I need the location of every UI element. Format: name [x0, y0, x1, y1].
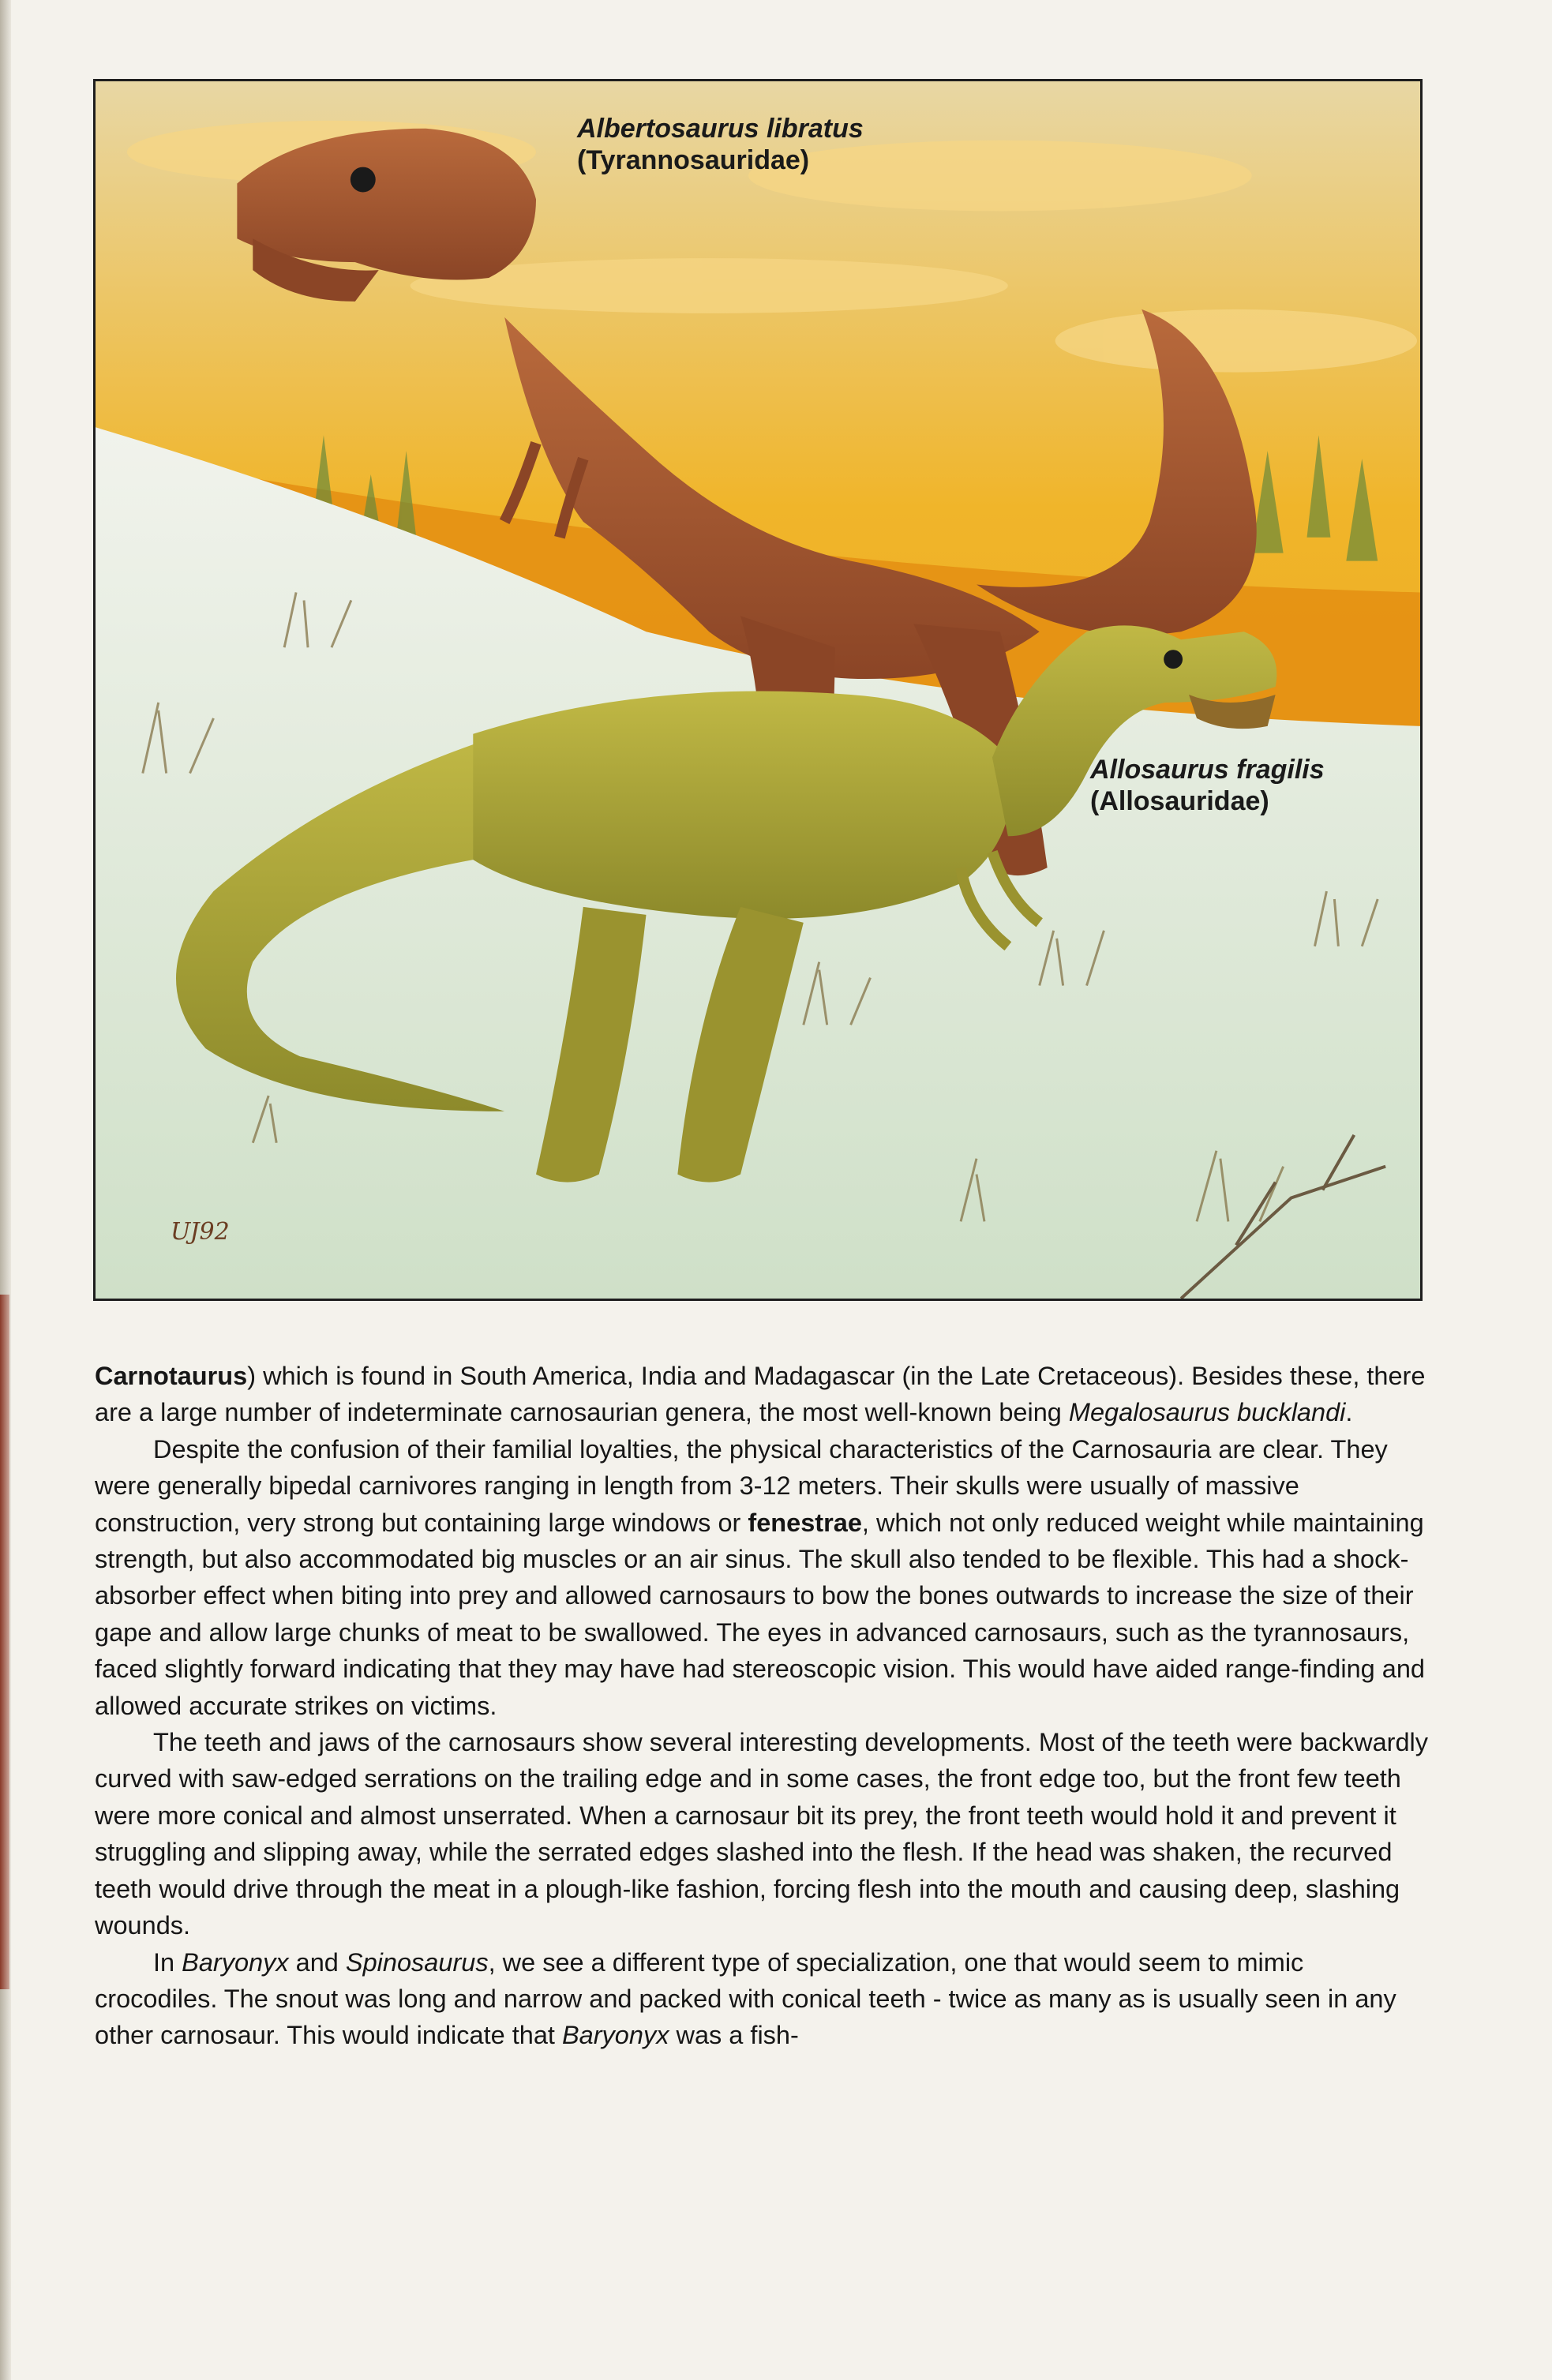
illustration-artwork [96, 81, 1420, 1299]
paragraph-2-rest: , which not only reduced weight while maintaining strength, but also accommodated big muscles or an air sinus. The skull also tended to be flexible. This had a shock-absorber effect when biting into prey and allowed carnosaurs to bow the bones outwards to increase the size of their gape and allow large chunks of meat to be swallowed. The eyes in advanced carnosaurs, such as the tyrannosaurs, faced slightly forward indicating that they may have had stereoscopic vision. This would have aided range-finding and allowed accurate strikes on victims. [95, 1508, 1425, 1720]
albertosaurus-family-label: (Tyrannosauridae) [577, 145, 810, 175]
paragraph-4-end: was a fish- [669, 2021, 799, 2050]
page-binding-tab [0, 1295, 9, 1989]
term-megalosaurus: Megalosaurus bucklandi [1068, 1398, 1346, 1427]
albertosaurus-caption [577, 113, 864, 176]
paragraph-3-text: The teeth and jaws of the carnosaurs show several interesting developments. Most of the teeth were backwardly curved with saw-edged serrations on the trailing edge and in some cases, the front edge too, but the front few teeth were more conical and almost unserrated. When a carnosaur bit its prey, the front teeth would hold it and prevent it struggling and slipping away, while the serrated edges slashed into the flesh. If the head was shaken, the recurved teeth would drive through the meat in a plough-like fashion, forcing flesh into the mouth and causing deep, slashing wounds. [95, 1728, 1429, 1940]
paragraph-4-mid: , we see a different type of specialization, one that would seem to mimic crocodiles. The snout was long and narrow and packed with conical teeth - twice as many as is usually seen in any other carnosaur. This would indicate that [95, 1947, 1396, 2050]
article-body [95, 1358, 1429, 2054]
term-spinosaurus: Spinosaurus [345, 1947, 489, 1977]
paragraph-1-end: . [1345, 1398, 1353, 1427]
paragraph-3 [95, 1724, 1429, 1943]
allosaurus-species-label: Allosaurus fragilis [1090, 755, 1325, 785]
term-carnotaurus: Carnotaurus [95, 1362, 248, 1390]
paragraph-2-text: Despite the confusion of their familial loyalties, the physical characteristics of the Carnosauria are clear. They were generally bipedal carnivores ranging in length from 3-12 meters. Their skulls were usually of massive construction, very strong but containing large windows or [95, 1434, 1388, 1537]
page-binding-edge [0, 0, 11, 2380]
allosaurus-caption [1090, 754, 1325, 817]
allosaurus-family-label: (Allosauridae) [1090, 786, 1269, 816]
term-baryonyx-2: Baryonyx [561, 2021, 669, 2050]
paragraph-4-and: and [288, 1947, 346, 1977]
artist-signature: UJ92 [171, 1218, 230, 1246]
dinosaur-illustration [93, 79, 1423, 1301]
paragraph-2 [95, 1431, 1429, 1724]
paragraph-4 [95, 1944, 1429, 2054]
paragraph-4-text: In [153, 1947, 182, 1977]
paragraph-1-text: ) which is found in South America, India and Madagascar (in the Late Cretaceous). Besides these, there are a large number of indeterminate carnosaurian genera, the most well-known being [95, 1362, 1426, 1427]
term-baryonyx: Baryonyx [182, 1947, 289, 1977]
paragraph-1 [95, 1358, 1429, 1431]
term-fenestrae: fenestrae [748, 1508, 862, 1537]
albertosaurus-species-label: Albertosaurus libratus [577, 114, 864, 144]
